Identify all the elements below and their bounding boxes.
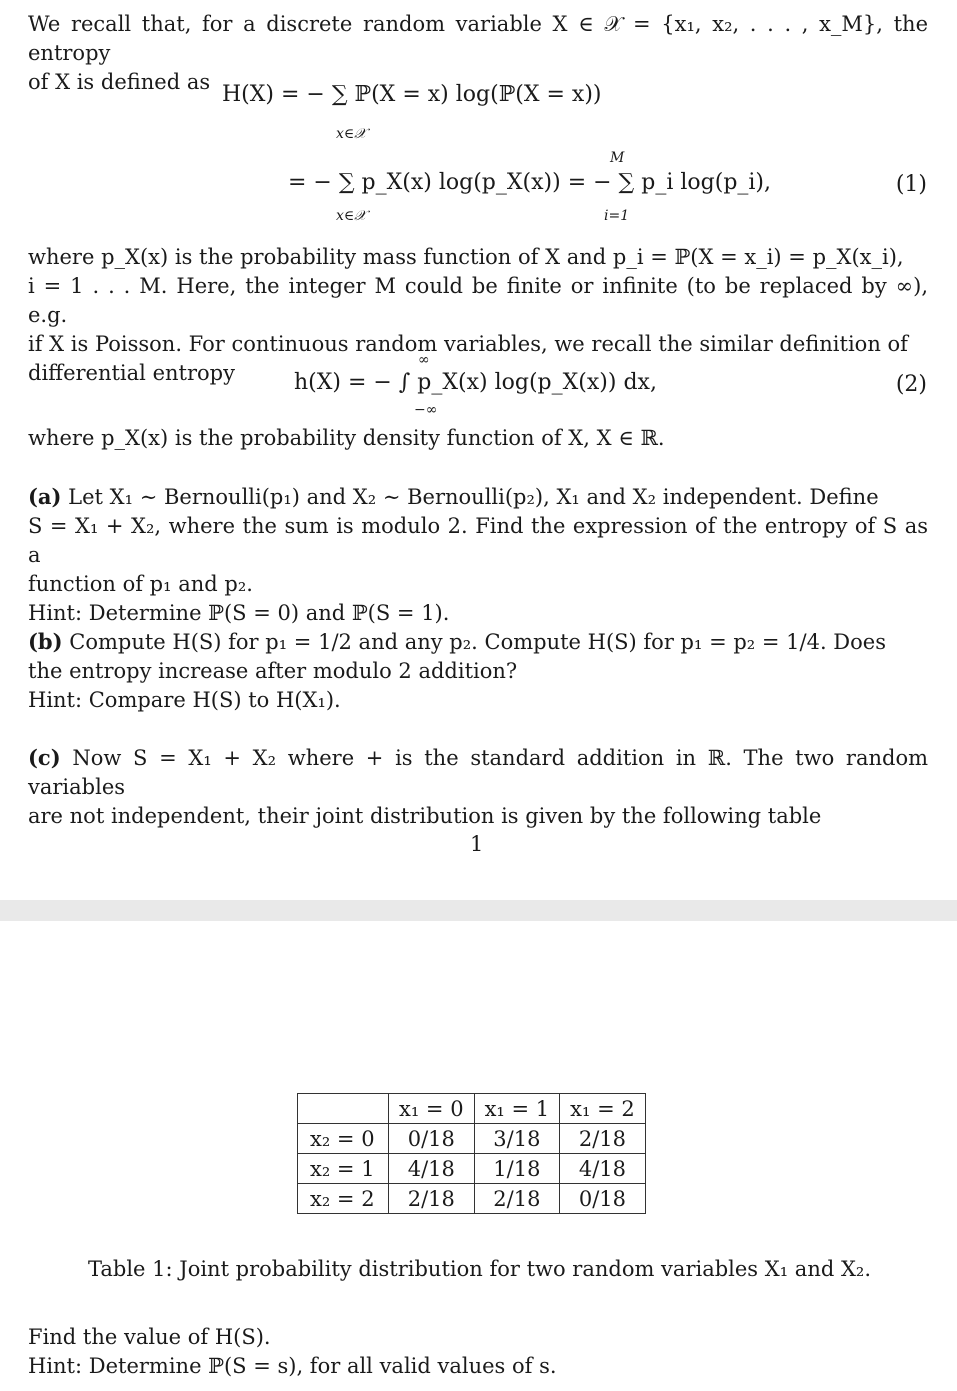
equation-2-body: h(X) = − ∫ p_X(x) log(p_X(x)) dx,	[294, 370, 657, 395]
part-c-line-1: Now S = X₁ + X₂ where + is the standard addition in ℝ. The two random variables	[28, 746, 928, 799]
part-b-line-2: the entropy increase after modulo 2 addition?	[28, 659, 518, 683]
table-caption: Table 1: Joint probability distribution for two random variables X₁ and X₂.	[88, 1257, 872, 1281]
part-b-hint: Hint: Compare H(S) to H(X₁).	[28, 688, 341, 712]
joint-distribution-table	[297, 1093, 646, 1214]
equation-1-number: (1)	[895, 172, 927, 197]
part-a-line-1: Let X₁ ∼ Bernoulli(p₁) and X₂ ∼ Bernoulli(p₂), X₁ and X₂ independent. Define	[68, 485, 879, 509]
table-row	[298, 1124, 646, 1154]
where-pmf-line-1: where p_X(x) is the probability mass function of X and p_i = ℙ(X = x_i) = p_X(x_i),	[28, 245, 904, 269]
part-a	[28, 482, 928, 628]
table-row-header: x₂ = 1	[298, 1154, 389, 1184]
page-two	[0, 921, 957, 1391]
where-pmf-line-2: i = 1 . . . M. Here, the integer M could be finite or infinite (to be replaced by ∞), e.g.	[28, 274, 928, 327]
table-row	[298, 1184, 646, 1214]
part-c	[28, 743, 928, 831]
table-cell: 2/18	[474, 1184, 560, 1214]
equation-1-row-2-limit-a: x∈𝒳	[336, 208, 367, 224]
where-pmf-paragraph	[28, 243, 928, 388]
equation-1-row-1-limit: x∈𝒳	[336, 126, 367, 142]
page-separator	[0, 900, 957, 921]
where-pdf-line: where p_X(x) is the probability density function of X, X ∈ ℝ.	[28, 426, 665, 450]
table-corner-cell	[298, 1094, 389, 1124]
part-c-label: (c)	[28, 745, 61, 770]
equation-1-row-1: H(X) = − ∑ ℙ(X = x) log(ℙ(X = x))	[222, 82, 602, 107]
table-cell: 3/18	[474, 1124, 560, 1154]
part-b-line-1: Compute H(S) for p₁ = 1/2 and any p₂. Compute H(S) for p₁ = p₂ = 1/4. Does	[69, 630, 886, 654]
part-c-line-2: are not independent, their joint distribution is given by the following table	[28, 804, 822, 828]
table-cell: 4/18	[389, 1154, 475, 1184]
final-line-1: Find the value of H(S).	[28, 1325, 271, 1349]
equation-1-row-2-limit-b: i=1	[604, 208, 630, 224]
part-a-line-3: function of p₁ and p₂.	[28, 572, 253, 596]
table-row-header: x₂ = 2	[298, 1184, 389, 1214]
page-number: 1	[470, 832, 484, 856]
table-col-header: x₁ = 0	[389, 1094, 475, 1124]
final-hint: Hint: Determine ℙ(S = s), for all valid values of s.	[28, 1354, 557, 1378]
where-pmf-line-4: differential entropy	[28, 361, 235, 385]
equation-2-number: (2)	[895, 372, 927, 397]
final-question	[28, 1323, 928, 1381]
table-cell: 0/18	[389, 1124, 475, 1154]
equation-2-lower-limit: −∞	[414, 402, 438, 418]
equation-1-row-2: = − ∑ p_X(x) log(p_X(x)) = − ∑ p_i log(p_i),	[288, 170, 772, 195]
table-cell: 0/18	[560, 1184, 646, 1214]
table-col-header: x₁ = 2	[560, 1094, 646, 1124]
part-b-label: (b)	[28, 629, 63, 654]
table-row	[298, 1154, 646, 1184]
table-row-header: x₂ = 0	[298, 1124, 389, 1154]
part-a-line-2: S = X₁ + X₂, where the sum is modulo 2. Find the expression of the entropy of S as a	[28, 514, 928, 567]
table-cell: 2/18	[389, 1184, 475, 1214]
table-col-header: x₁ = 1	[474, 1094, 560, 1124]
intro-line-1: We recall that, for a discrete random variable X ∈ 𝒳 = {x₁, x₂, . . . , x_M}, the entropy	[28, 12, 928, 65]
part-b	[28, 627, 928, 715]
intro-line-2: of X is defined as	[28, 70, 211, 94]
table-header-row	[298, 1094, 646, 1124]
table-cell: 4/18	[560, 1154, 646, 1184]
table-cell: 1/18	[474, 1154, 560, 1184]
equation-1-row-2-upper-limit: M	[610, 150, 625, 166]
table-cell: 2/18	[560, 1124, 646, 1154]
part-a-label: (a)	[28, 484, 62, 509]
equation-2-upper-limit: ∞	[418, 352, 430, 368]
part-a-hint: Hint: Determine ℙ(S = 0) and ℙ(S = 1).	[28, 601, 450, 625]
where-pmf-line-3: if X is Poisson. For continuous random variables, we recall the similar definition of	[28, 332, 908, 356]
